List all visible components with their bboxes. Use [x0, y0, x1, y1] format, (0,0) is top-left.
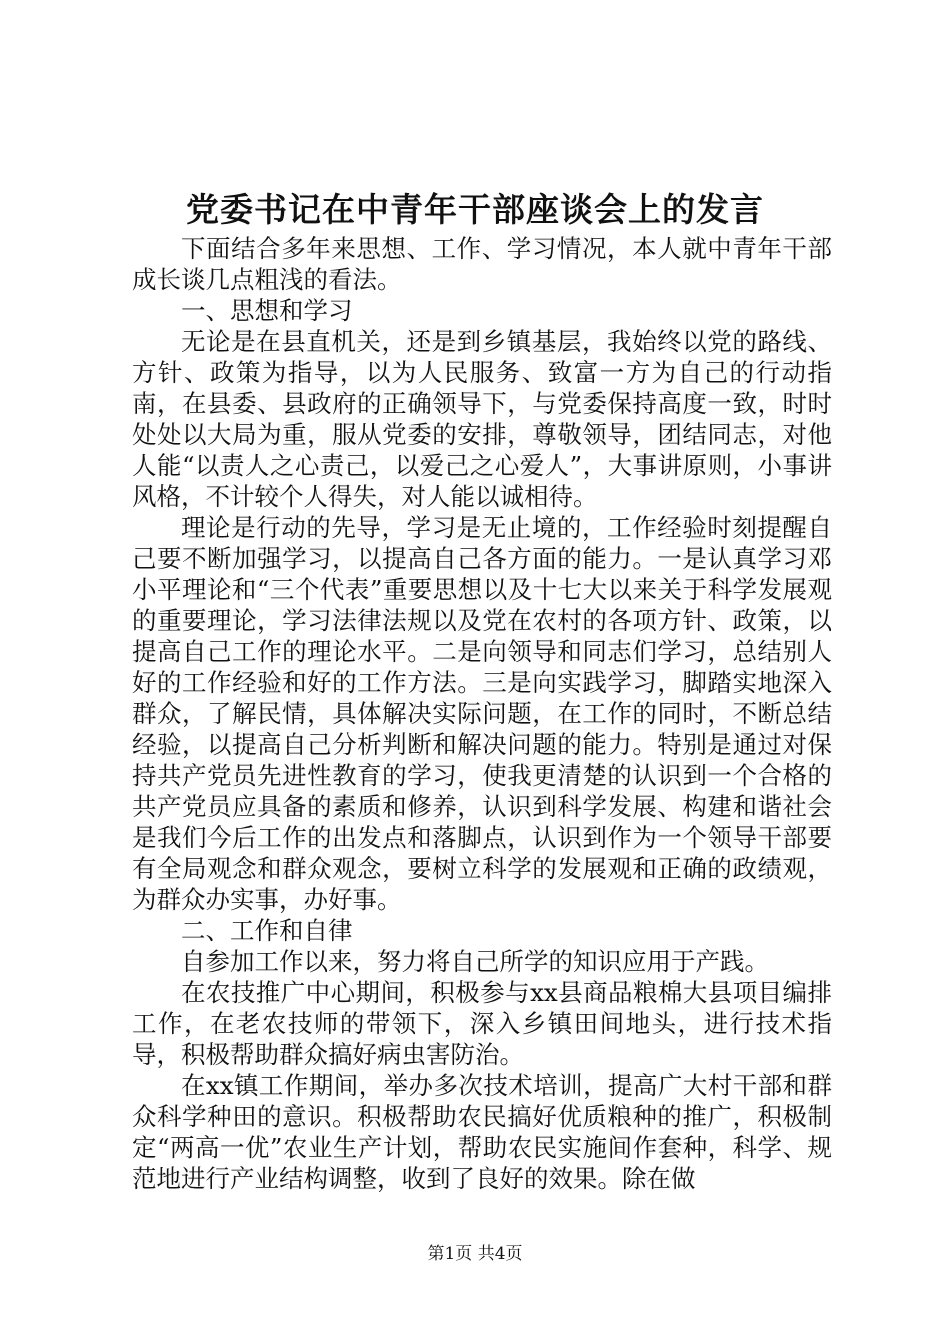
- section-heading-thought-study: 一、思想和学习: [181, 296, 353, 325]
- paragraph-study: 理论是行动的先导，学习是无止境的，工作经验时刻提醒自己要不断加强学习，以提高自己各方面的能力。一是认真学习邓小平理论和“三个代表”重要思想以及十七大以来关于科学发展观的重要理论，学习法律法规以及党在农村的各项方针、政策，以提高自己工作的理论水平。二是向领导和同志们学习，总结别人好的工作经验和好的工作方法。三是向实践学习，脚踏实地深入群众，了解民情，具体解决实际问题，在工作的同时，不断总结经验，以提高自己分析判断和解决问题的能力。特别是通过对保持共产党员先进性教育的学习，使我更清楚的认识到一个合格的共产党员应具备的素质和修养，认识到科学发展、构建和谐社会是我们今后工作的出发点和落脚点，认识到作为一个领导干部要有全局观念和群众观念，要树立科学的发展观和正确的政绩观，为群众办实事，办好事。: [132, 513, 832, 914]
- paragraph-agri-center: 在农技推广中心期间，积极参与xx县商品粮棉大县项目编排工作，在老农技师的带领下，深入乡镇田间地头，进行技术指导，积极帮助群众搞好病虫害防治。: [132, 978, 832, 1069]
- paragraph-thought: 无论是在县直机关，还是到乡镇基层，我始终以党的路线、方针、政策为指导，以为人民服务、致富一方为自己的行动指南，在县委、县政府的正确领导下，与党委保持高度一致，时时处处以大局为重，服从党委的安排，尊敬领导，团结同志，对他人能“以责人之心责己，以爱己之心爱人”，大事讲原则，小事讲风格，不计较个人得失，对人能以诚相待。: [132, 327, 832, 511]
- document-body: [132, 233, 832, 1194]
- paragraph-town-work: 在xx镇工作期间，举办多次技术培训，提高广大村干部和群众科学种田的意识。积极帮助农民搞好优质粮种的推广，积极制定“两高一优”农业生产计划，帮助农民实施间作套种，科学、规范地进行产业结构调整，收到了良好的效果。除在做: [132, 1071, 832, 1193]
- page-footer: 第1页 共4页: [427, 1244, 523, 1264]
- paragraph-intro: 下面结合多年来思想、工作、学习情况，本人就中青年干部成长谈几点粗浅的看法。: [132, 234, 832, 294]
- document-title: 党委书记在中青年干部座谈会上的发言: [186, 190, 764, 229]
- paragraph-work-intro: 自参加工作以来，努力将自己所学的知识应用于产践。: [181, 947, 769, 976]
- section-heading-work-discipline: 二、工作和自律: [181, 916, 353, 945]
